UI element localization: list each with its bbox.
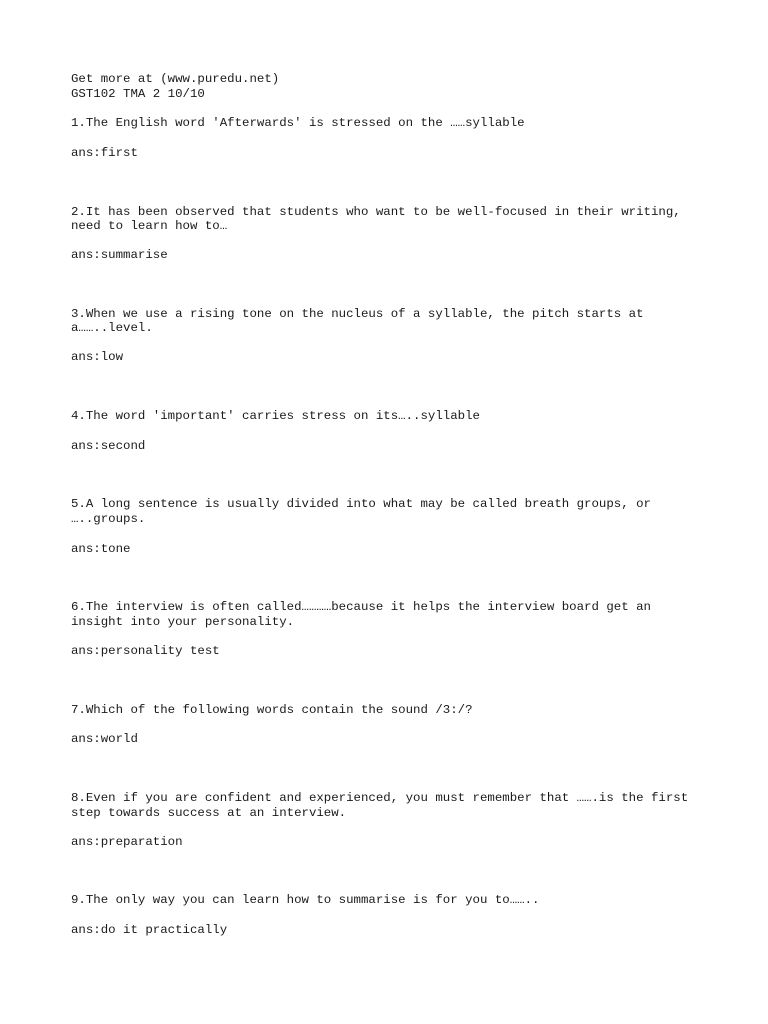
question-2: 2.It has been observed that students who want to be well-focused in their writing, <box>71 205 681 219</box>
answer-7: ans:world <box>71 732 138 746</box>
question-6-continued: insight into your personality. <box>71 615 295 629</box>
answer-4: ans:second <box>71 439 146 453</box>
question-5-continued: …..groups. <box>71 512 146 526</box>
question-8: 8.Even if you are confident and experienced, you must remember that …….is the first <box>71 791 689 805</box>
question-1: 1.The English word 'Afterwards' is stressed on the ……syllable <box>71 116 525 130</box>
question-4: 4.The word 'important' carries stress on its…..syllable <box>71 409 480 423</box>
document-title: GST102 TMA 2 10/10 <box>71 87 205 101</box>
source-line: Get more at (www.puredu.net) <box>71 72 280 86</box>
answer-8: ans:preparation <box>71 835 183 849</box>
answer-3: ans:low <box>71 350 124 364</box>
question-2-continued: need to learn how to… <box>71 219 228 233</box>
question-6: 6.The interview is often called…………because it helps the interview board get an <box>71 600 651 614</box>
question-3-continued: a……..level. <box>71 321 153 335</box>
answer-1: ans:first <box>71 146 138 160</box>
question-7: 7.Which of the following words contain the sound /3:/? <box>71 703 473 717</box>
question-5: 5.A long sentence is usually divided into what may be called breath groups, or <box>71 497 651 511</box>
answer-5: ans:tone <box>71 542 131 556</box>
answer-6: ans:personality test <box>71 644 220 658</box>
question-8-continued: step towards success at an interview. <box>71 806 347 820</box>
answer-9: ans:do it practically <box>71 923 228 937</box>
question-3: 3.When we use a rising tone on the nucleus of a syllable, the pitch starts at <box>71 307 644 321</box>
question-9: 9.The only way you can learn how to summarise is for you to…….. <box>71 893 540 907</box>
answer-2: ans:summarise <box>71 248 168 262</box>
